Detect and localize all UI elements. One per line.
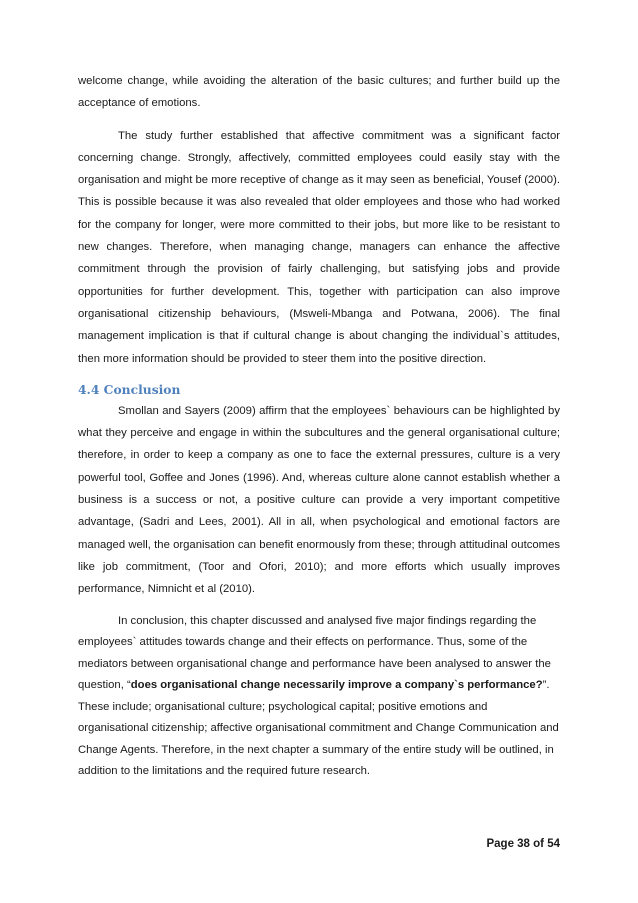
page-number: Page 38 of 54 xyxy=(486,838,560,850)
section-heading-conclusion: 4.4 Conclusion xyxy=(78,381,181,397)
paragraph-in-conclusion xyxy=(78,611,560,783)
conclusion-text-before: In conclusion, this chapter discussed and analysed five major findings regarding the employees` attitudes towards change and their effects on performance. Thus, some of the mediators between organisational change and performance have been analysed to answer the question, “ xyxy=(78,614,551,692)
page-content xyxy=(78,70,560,783)
paragraph-affective-commitment: The study further established that affective commitment was a significant factor concerning change. Strongly, affectively, committed employees could easily stay with the organisation and might be more receptive of change as it may seen as beneficial, Yousef (2000). This is possible because it was also revealed that older employees and those who had worked for the company for longer, were more committed to their jobs, but more like to be resistant to new changes. Therefore, when managing change, managers can enhance the affective commitment through the provision of fairly challenging, but satisfying jobs and provide opportunities for further development. This, together with participation can also improve organisational citizenship behaviours, (Msweli-Mbanga and Potwana, 2006). The final management implication is that if cultural change is about changing the individual`s attitudes, then more information should be provided to steer them into the positive direction. xyxy=(78,129,560,365)
paragraph-continuation: welcome change, while avoiding the alteration of the basic cultures; and further build up the acceptance of emotions. xyxy=(78,75,560,110)
conclusion-research-question: does organisational change necessarily improve a company`s performance? xyxy=(130,679,543,692)
paragraph-smollan-sayers: Smollan and Sayers (2009) affirm that the employees` behaviours can be highlighted by what they perceive and engage in within the subcultures and the general organisational culture; therefore, in order to keep a company as one to face the external pressures, culture is a very powerful tool, Goffee and Jones (1996). And, whereas culture alone cannot establish whether a business is a success or not, a positive culture can provide a very important competitive advantage, (Sadri and Lees, 2001). All in all, when psychological and emotional factors are managed well, the organisation can benefit enormously from these; through attitudinal outcomes like job commitment, (Toor and Ofori, 2010); and more efforts which usually improves performance, Nimnicht et al (2010). xyxy=(78,404,560,596)
conclusion-text-after: ”. These include; organisational culture; psychological capital; positive emotions and organisational citizenship; affective organisational commitment and Change Communication and Change Agents. Therefore, in the next chapter a summary of the entire study will be outlined, in addition to the limitations and the required future research. xyxy=(78,679,559,778)
